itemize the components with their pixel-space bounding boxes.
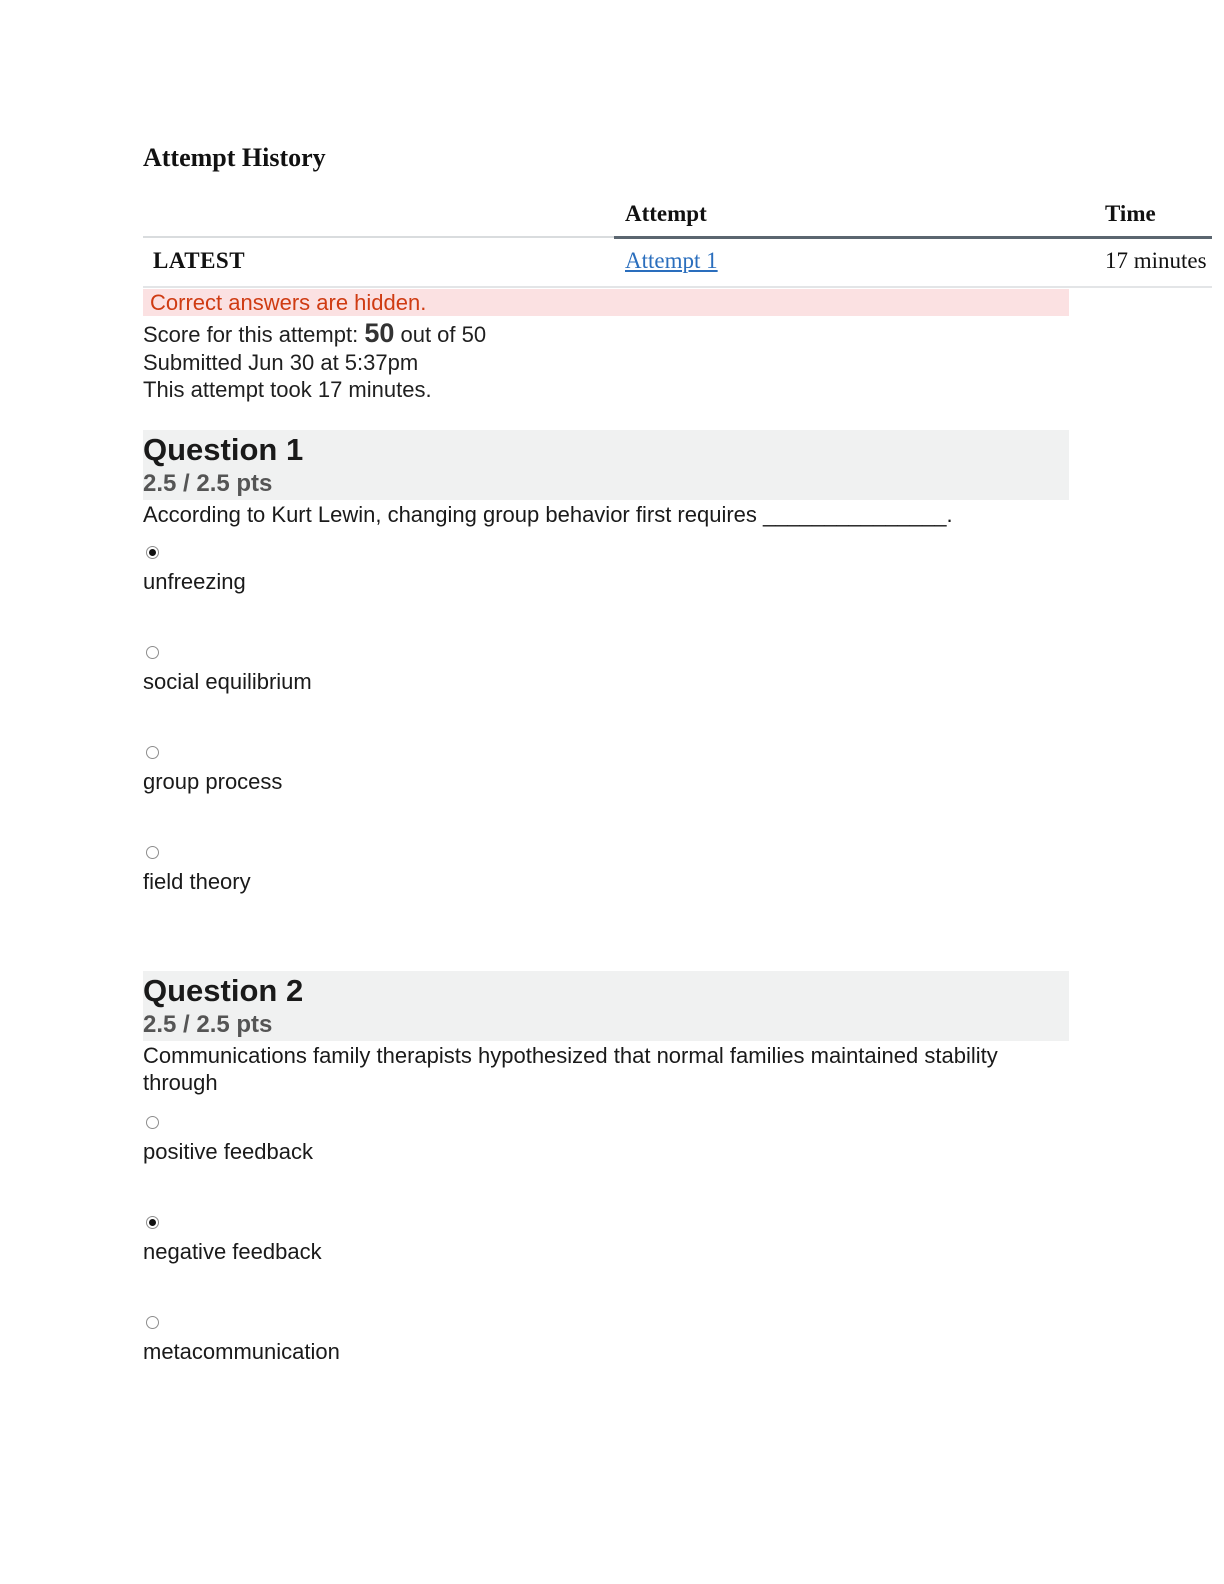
attempt-time: 17 minutes (1105, 248, 1207, 273)
question-title: Question 2 (143, 973, 304, 1008)
answer-option[interactable] (143, 646, 1069, 746)
question-header (143, 430, 1069, 500)
table-header-row (143, 198, 1212, 238)
page-title: Attempt History (143, 143, 326, 172)
latest-label: LATEST (153, 248, 246, 273)
column-header-attempt: Attempt (625, 201, 707, 226)
question-points: 2.5 / 2.5 pts (143, 470, 273, 497)
answer-label: field theory (143, 869, 251, 894)
score-prefix: Score for this attempt: (143, 322, 365, 347)
answer-label: unfreezing (143, 569, 246, 594)
submitted-time: Submitted Jun 30 at 5:37pm (143, 350, 419, 375)
radio-icon[interactable] (146, 646, 159, 659)
answer-option[interactable] (143, 1116, 1069, 1216)
score-value: 50 (364, 318, 395, 348)
answer-option[interactable] (143, 1316, 1069, 1416)
radio-icon[interactable] (146, 846, 159, 859)
question-1 (143, 430, 1069, 946)
radio-icon[interactable] (146, 1316, 159, 1329)
question-header (143, 971, 1069, 1041)
radio-selected-icon[interactable] (146, 546, 159, 559)
score-summary (143, 318, 486, 405)
answer-label: metacommunication (143, 1339, 340, 1364)
answer-label: group process (143, 769, 283, 794)
column-header-time: Time (1105, 201, 1156, 226)
score-line (143, 318, 486, 348)
attempt-duration: This attempt took 17 minutes. (143, 377, 432, 402)
answers-hidden-banner: Correct answers are hidden. (143, 289, 1069, 316)
answer-label: negative feedback (143, 1239, 322, 1264)
answer-option[interactable] (143, 846, 1069, 946)
question-title: Question 1 (143, 432, 304, 467)
question-2 (143, 971, 1069, 1416)
radio-icon[interactable] (146, 746, 159, 759)
table-row (143, 238, 1212, 288)
answer-option[interactable] (143, 1216, 1069, 1316)
radio-selected-icon[interactable] (146, 1216, 159, 1229)
answer-label: social equilibrium (143, 669, 312, 694)
answer-option[interactable] (143, 546, 1069, 646)
question-text: According to Kurt Lewin, changing group behavior first requires _______________. (143, 502, 953, 527)
attempt-1-link[interactable]: Attempt 1 (625, 248, 718, 273)
answer-label: positive feedback (143, 1139, 313, 1164)
score-suffix: out of 50 (394, 322, 487, 347)
answer-option[interactable] (143, 746, 1069, 846)
question-points: 2.5 / 2.5 pts (143, 1011, 273, 1038)
attempt-history-table (143, 198, 1212, 288)
question-text: Communications family therapists hypothesized that normal families maintained stability through (143, 1043, 998, 1095)
radio-icon[interactable] (146, 1116, 159, 1129)
